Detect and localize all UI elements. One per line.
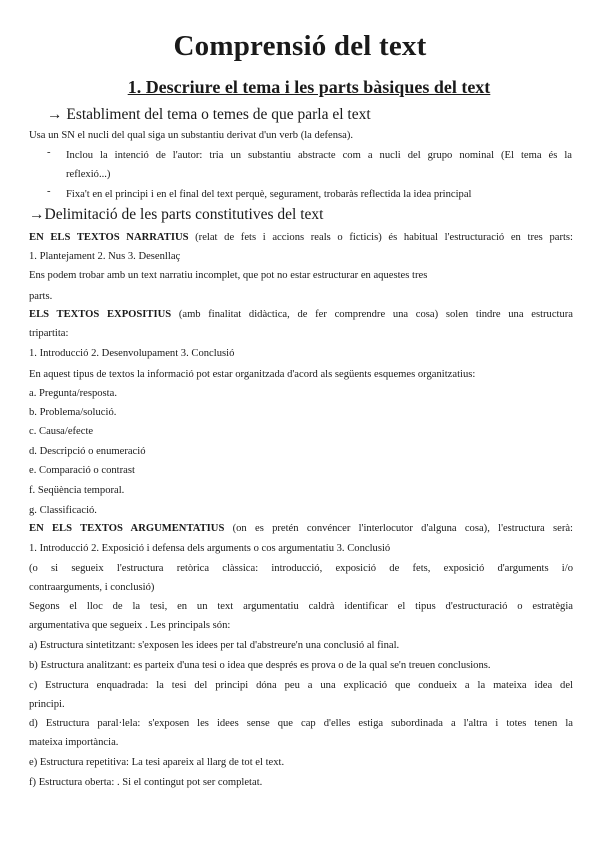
list-item: c. Causa/efecte	[29, 426, 94, 437]
bullet-text-cont: reflexió...)	[66, 169, 111, 180]
narrative-label: EN ELS TEXTOS NARRATIUS	[29, 232, 189, 243]
thesis-paragraph-cont: argumentativa que segueix . Les principals són:	[29, 620, 231, 631]
intro-text: Usa un SN el nucli del qual siga un substantiu derivat d'un verb (la defensa).	[29, 130, 354, 141]
structure-item: c) Estructura enquadrada: la tesi del principi dóna peu a una explicació que condueix a la mateixa idea del	[29, 680, 573, 691]
section-heading: 1. Descriure el tema i les parts bàsiques del text	[127, 77, 491, 97]
bullet-text: Inclou la intenció de l'autor: tria un substantiu abstracte com a nucli del grupo nominal (El tema és la	[66, 150, 572, 161]
list-item: f. Seqüència temporal.	[29, 485, 125, 496]
structure-item: d) Estructura paral·lela: s'exposen les idees sense que cap d'elles estiga subordinada a l'altra i totes tenen la	[29, 718, 573, 729]
argumentative-note-cont: contraarguments, i conclusió)	[29, 582, 155, 593]
subsection-heading-tema: → Establiment del tema o temes de que parla el text	[47, 106, 371, 123]
structure-item-cont: principi.	[29, 699, 65, 710]
narrative-note: Ens podem trobar amb un text narratiu incomplet, que pot no estar estructurar en aquestes tres	[29, 270, 428, 281]
list-item: d. Descripció o enumeració	[29, 446, 146, 457]
expository-parts: 1. Introducció 2. Desenvolupament 3. Conclusió	[29, 348, 235, 359]
argumentative-paragraph: EN ELS TEXTOS ARGUMENTATIUS (on es pretén convéncer l'interlocutor d'alguna cosa), l'estructura serà:	[29, 523, 574, 534]
structure-item: b) Estructura analitzant: es parteix d'una tesi o idea que després es prova o de la qual se'n treuen conclusions.	[29, 660, 491, 671]
structure-item: a) Estructura sintetitzant: s'exposen les idees per tal d'abstreure'n una conclusió al final.	[29, 640, 400, 651]
expository-paragraph-cont: tripartita:	[29, 328, 69, 339]
subsection-heading-parts: →Delimitació de les parts constitutives del text	[29, 206, 324, 223]
list-item: b. Problema/solució.	[29, 407, 117, 418]
argumentative-parts: 1. Introducció 2. Exposició i defensa dels arguments o cos argumentatiu 3. Conclusió	[29, 543, 391, 554]
list-item: a. Pregunta/resposta.	[29, 388, 117, 399]
expository-label: ELS TEXTOS EXPOSITIUS	[29, 309, 172, 320]
expository-paragraph: ELS TEXTOS EXPOSITIUS (amb finalitat didàctica, de fer comprendre una cosa) solen tindre una estructura	[29, 309, 574, 320]
narrative-paragraph: EN ELS TEXTOS NARRATIUS (relat de fets i accions reals o ficticis) és habitual l'estructuració en tres parts:	[29, 232, 573, 243]
bullet-text: Fixa't en el principi i en el final del text perquè, segurament, trobaràs reflectida la idea principal	[66, 189, 472, 200]
list-item: e. Comparació o contrast	[29, 465, 135, 476]
bullet-marker: -	[47, 147, 51, 158]
structure-item: f) Estructura oberta: . Si el contingut pot ser completat.	[29, 777, 263, 788]
page-title: Comprensió del text	[173, 30, 427, 62]
bullet-marker: -	[47, 186, 51, 197]
structure-item: e) Estructura repetitiva: La tesi apareix al llarg de tot el text.	[29, 757, 285, 768]
narrative-note-cont: parts.	[29, 291, 53, 302]
thesis-paragraph: Segons el lloc de la tesi, en un text argumentatiu caldrà identificar el tipus d'estructuració o estratègia	[29, 601, 573, 612]
expository-intro: En aquest tipus de textos la informació pot estar organitzada d'acord als següents esquemes organitzatius:	[29, 369, 476, 380]
list-item: g. Classificació.	[29, 505, 97, 516]
argumentative-label: EN ELS TEXTOS ARGUMENTATIUS	[29, 523, 225, 534]
argumentative-note: (o si segueix l'estructura retòrica clàssica: introducció, exposició de fets, exposició d'arguments i/o	[29, 563, 573, 574]
narrative-parts: 1. Plantejament 2. Nus 3. Desenllaç	[29, 251, 181, 262]
structure-item-cont: mateixa importància.	[29, 737, 119, 748]
